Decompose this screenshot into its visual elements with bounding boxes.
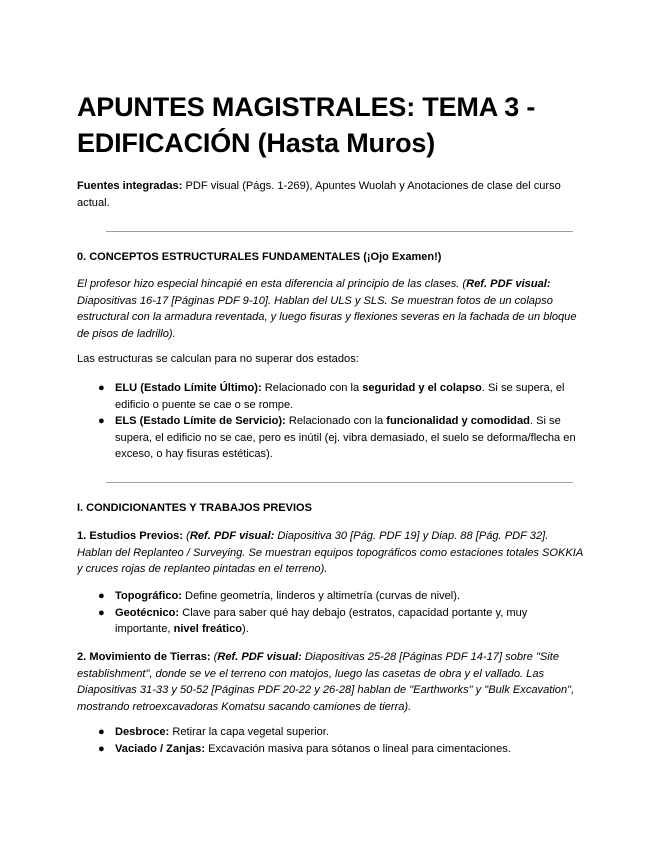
item-label: Vaciado / Zanjas: bbox=[115, 742, 206, 755]
bullet-icon: ● bbox=[98, 726, 105, 738]
item-label: Desbroce: bbox=[115, 726, 170, 738]
sub-1-open: ( bbox=[183, 530, 190, 542]
item-strong: funcionalidad y comodidad bbox=[386, 415, 530, 427]
sources-paragraph bbox=[77, 178, 582, 211]
list-item-desbroce bbox=[77, 724, 583, 741]
divider bbox=[106, 482, 573, 483]
list-item-topografico bbox=[77, 588, 583, 605]
item-label: ELS (Estado Límite de Servicio): bbox=[115, 415, 286, 427]
item-text: Excavación masiva para sótanos o lineal para cimentaciones. bbox=[205, 742, 511, 755]
item-strong: nivel freático bbox=[173, 623, 243, 635]
bullet-icon: ● bbox=[98, 590, 105, 602]
sub-2-list bbox=[77, 724, 583, 757]
item-text: Retirar la capa vegetal superior. bbox=[169, 726, 329, 738]
section-1-heading: I. CONDICIONANTES Y TRABAJOS PREVIOS bbox=[77, 502, 312, 514]
sub-1-list bbox=[77, 588, 583, 638]
item-text: Define geometría, linderos y altimetría (curvas de nivel). bbox=[181, 590, 461, 602]
sub-2-open: ( bbox=[210, 651, 218, 663]
sub-1-text: Diapositiva 30 [Pág. PDF 19] y Diap. 88 [Pág. PDF 32]. Hablan del Replanteo / Surveying. Se muestran equipos topográficos como estaciones totales SOKKIA y cruces rojas de replanteo pintadas en el terreno). bbox=[77, 530, 583, 575]
item-label: Topográfico: bbox=[115, 590, 182, 602]
list-item-vaciado bbox=[77, 741, 583, 758]
section-0-heading: 0. CONCEPTOS ESTRUCTURALES FUNDAMENTALES (¡Ojo Examen!) bbox=[77, 251, 442, 263]
item-text: ). bbox=[242, 623, 249, 635]
sources-label: Fuentes integradas: bbox=[77, 180, 183, 192]
item-text: Clave para saber qué hay debajo (estratos, capacidad portante y, muy importante, bbox=[115, 606, 528, 635]
sub-2-label: 2. Movimiento de Tierras: bbox=[77, 651, 211, 663]
item-text: . Si se supera, el edificio no se cae, pero es inútil (ej. vibra demasiado, el suelo se deforma/flecha en exceso, o hay fisuras estéticas). bbox=[115, 415, 576, 460]
sub-2-paragraph bbox=[77, 649, 583, 715]
bullet-icon: ● bbox=[98, 415, 105, 427]
sub-1-paragraph bbox=[77, 528, 583, 578]
item-label: Geotécnico: bbox=[115, 606, 180, 619]
note-text-b: Diapositivas 16-17 [Páginas PDF 9-10]. Hablan del ULS y SLS. Se muestran fotos de un colapso estructural con la armadura reventada, y luego fisuras y flexiones severas en la fachada de un bloque de pisos de ladrillo). bbox=[77, 294, 577, 340]
list-item-elu bbox=[77, 380, 583, 413]
item-strong: seguridad y el colapso bbox=[362, 382, 482, 394]
bullet-icon: ● bbox=[98, 606, 105, 619]
item-label: ELU (Estado Límite Último): bbox=[115, 382, 262, 394]
note-ref: Ref. PDF visual: bbox=[466, 278, 551, 290]
sub-2-ref: Ref. PDF visual: bbox=[217, 651, 302, 663]
bullet-icon: ● bbox=[98, 382, 105, 394]
list-item-geotecnico bbox=[77, 605, 583, 638]
item-text: . Si se supera, el edificio o puente se cae o se rompe. bbox=[115, 382, 565, 411]
divider bbox=[106, 231, 573, 232]
item-text: Relacionado con la bbox=[285, 415, 387, 427]
bullet-icon: ● bbox=[98, 742, 105, 755]
section-0-list bbox=[77, 380, 583, 463]
sources-text: PDF visual (Págs. 1-269), Apuntes Wuolah y Anotaciones de clase del curso actual. bbox=[77, 180, 561, 209]
sub-2-text: Diapositivas 25-28 [Páginas PDF 14-17] sobre "Site establishment", donde se ve el terreno con matojos, luego las casetas de obra y el vallado. Las Diapositivas 31-33 y 50-52 [Páginas PDF 20-22 y 26-28] hablan de "Earthworks" y "Bulk Excavation", mostrando retroexcavadoras Komatsu sacando camiones de tierra). bbox=[77, 651, 575, 713]
document-title: APUNTES MAGISTRALES: TEMA 3 - EDIFICACIÓN (Hasta Muros) bbox=[77, 92, 536, 158]
section-0-intro: Las estructuras se calculan para no superar dos estados: bbox=[77, 353, 359, 365]
list-item-els bbox=[77, 413, 583, 463]
sub-1-label: 1. Estudios Previos: bbox=[77, 530, 184, 542]
note-text-a: El profesor hizo especial hincapié en esta diferencia al principio de las clases. ( bbox=[77, 278, 467, 290]
section-0-note bbox=[77, 276, 583, 342]
item-text: Relacionado con la bbox=[261, 382, 363, 394]
sub-1-ref: Ref. PDF visual: bbox=[189, 530, 275, 542]
